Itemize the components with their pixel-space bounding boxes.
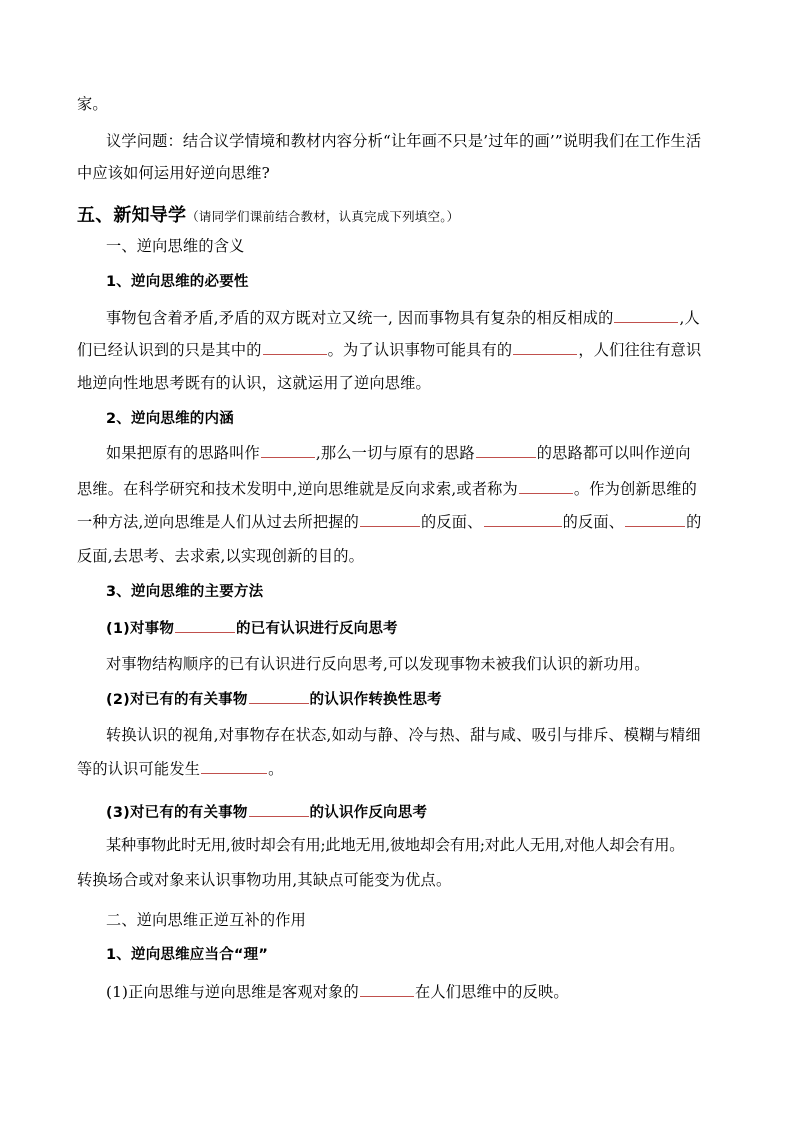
fill-blank[interactable] xyxy=(249,802,309,817)
text: 。 xyxy=(268,760,284,778)
text-line xyxy=(77,512,702,532)
subheading: 2、逆向思维的内涵 xyxy=(106,411,234,427)
text-line: 中应该如何运用好逆向思维? xyxy=(77,164,270,182)
text: 的认识作反向思考 xyxy=(309,805,428,821)
fill-blank[interactable] xyxy=(175,618,235,633)
text-line: 对事物结构顺序的已有认识进行反向思考,可以发现事物未被我们认识的新功用。 xyxy=(106,655,650,673)
text: 。作为创新思维的 xyxy=(573,480,698,498)
text: 的认识作转换性思考 xyxy=(309,692,442,708)
text: 如果把原有的思路叫作 xyxy=(106,444,260,462)
fill-blank[interactable] xyxy=(513,340,577,355)
text-line: 反面,去思考、去求索,以实现创新的目的。 xyxy=(77,547,365,565)
fill-blank[interactable] xyxy=(249,689,309,704)
text-line: 转换场合或对象来认识事物功用,其缺点可能变为优点。 xyxy=(77,871,452,889)
text: 在人们思维中的反映。 xyxy=(414,983,569,1001)
text-line: 转换认识的视角,对事物存在状态,如动与静、冷与热、甜与咸、吸引与排斥、模糊与精细 xyxy=(106,726,701,744)
text: (1)对事物 xyxy=(106,621,175,637)
text: 思维。在科学研究和技术发明中,逆向思维就是反向求索,或者称为 xyxy=(77,480,518,498)
text-line: 地逆向性地思考既有的认识，这就运用了逆向思维。 xyxy=(77,374,431,392)
text: 的已有认识进行反向思考 xyxy=(236,621,398,637)
text: ,人 xyxy=(679,309,700,327)
subheading: 1、逆向思维的必要性 xyxy=(106,274,249,290)
text-line xyxy=(77,759,284,779)
method-heading xyxy=(106,689,442,710)
text-line xyxy=(77,479,697,499)
fill-blank[interactable] xyxy=(519,479,573,494)
fill-blank[interactable] xyxy=(614,308,678,323)
text: (1)正向思维与逆向思维是客观对象的 xyxy=(106,983,359,1001)
text: ,那么一切与原有的思路 xyxy=(315,444,475,462)
text: 的反面、 xyxy=(562,513,625,531)
method-heading xyxy=(106,618,398,639)
text: ，人们往往有意识 xyxy=(578,341,702,359)
fill-blank[interactable] xyxy=(201,759,267,774)
text-line: 某种事物此时无用,彼时却会有用;此地无用,彼地却会有用;对此人无用,对他人却会有用。 xyxy=(106,836,685,854)
text: 一种方法,逆向思维是人们从过去所把握的 xyxy=(77,513,360,531)
text-line xyxy=(77,340,701,360)
fill-blank[interactable] xyxy=(625,512,685,527)
text: 的思路都可以叫作逆向 xyxy=(536,444,691,462)
subsection-heading: 二、逆向思维正逆互补的作用 xyxy=(106,911,307,929)
fill-blank[interactable] xyxy=(476,443,536,458)
method-heading xyxy=(106,802,427,823)
text: (3)对已有的有关事物 xyxy=(106,805,248,821)
text: 的 xyxy=(686,513,702,531)
text: 事物包含着矛盾,矛盾的双方既对立又统一, 因而事物具有复杂的相反相成的 xyxy=(106,309,614,327)
fill-blank[interactable] xyxy=(484,512,562,527)
text: 等的认识可能发生 xyxy=(77,760,201,778)
section-heading: 五、新知导学 xyxy=(77,205,187,226)
fill-blank[interactable] xyxy=(360,982,414,997)
fill-blank[interactable] xyxy=(360,512,420,527)
text: (2)对已有的有关事物 xyxy=(106,692,248,708)
text-line xyxy=(106,443,691,463)
fill-blank[interactable] xyxy=(261,443,315,458)
text-line xyxy=(106,308,700,328)
subheading: 1、逆向思维应当合“理” xyxy=(106,947,269,963)
text-line: 家。 xyxy=(77,95,108,113)
text-line: 议学问题：结合议学情境和教材内容分析“让年画不只是’过年的画’”说明我们在工作生活 xyxy=(106,132,702,150)
section-title xyxy=(77,206,459,227)
text: 的反面、 xyxy=(421,513,483,531)
fill-blank[interactable] xyxy=(263,340,327,355)
text-line xyxy=(106,982,569,1002)
section-note: （请同学们课前结合教材，认真完成下列填空。） xyxy=(186,209,460,224)
text: 们已经认识到的只是其中的 xyxy=(77,341,262,359)
text: 。为了认识事物可能具有的 xyxy=(327,341,513,359)
subsection-heading: 一、逆向思维的含义 xyxy=(106,237,245,255)
subheading: 3、逆向思维的主要方法 xyxy=(106,584,264,600)
